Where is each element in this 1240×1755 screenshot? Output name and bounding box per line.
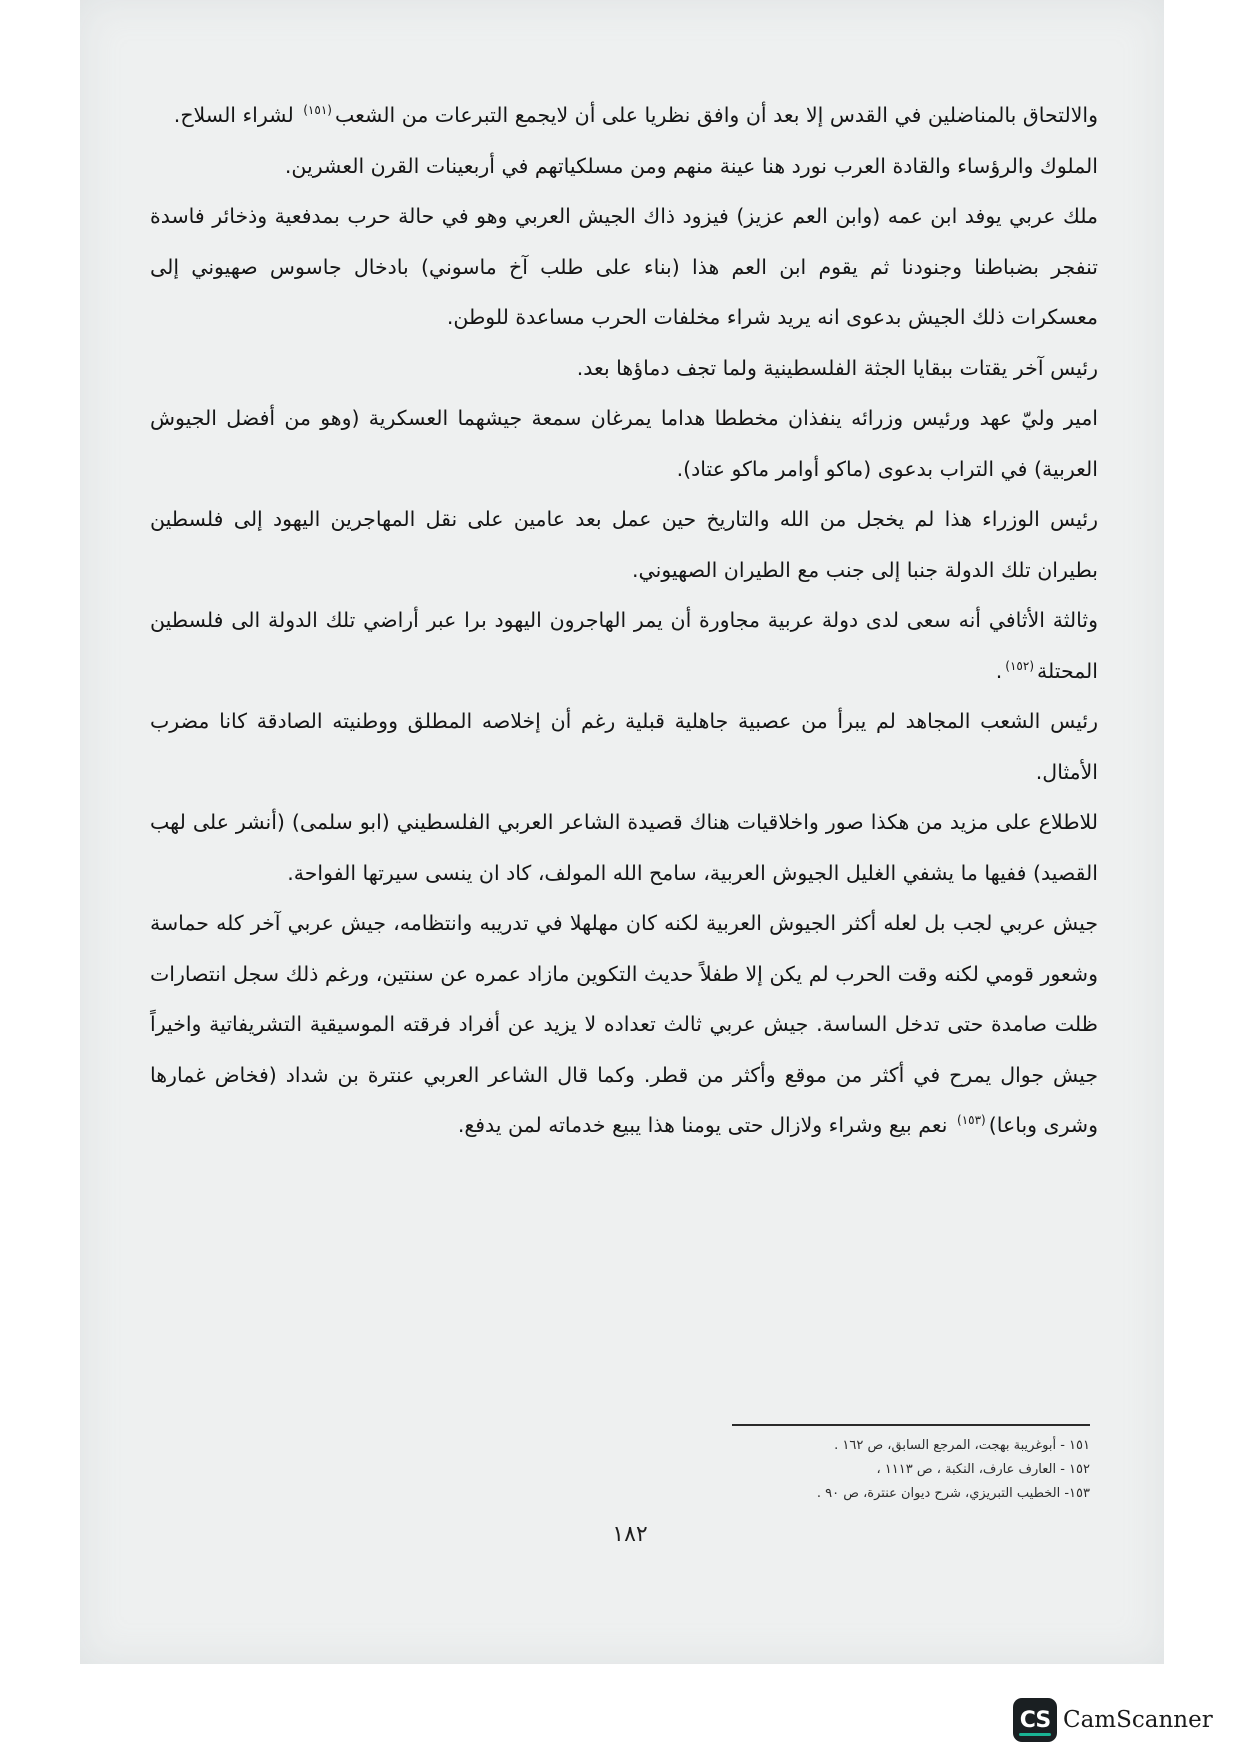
paragraph-text: الملوك والرؤساء والقادة العرب نورد هنا عينة منهم ومن مسلكياتهم في أربعينات القرن العشرين. xyxy=(284,153,1098,178)
paragraph xyxy=(150,595,1098,696)
paragraph-text: لشراء السلاح. xyxy=(173,103,301,127)
paragraph-text: ملك عربي يوفد ابن عمه (وابن العم عزيز) فيزود ذاك الجيش العربي وهو في حالة حرب بمدفعية وذخائر فاسدة تنفجر بضباطنا وجنودنا ثم يقوم ابن العم هذا (بناء على طلب آخ ماسوني) بادخال جاسوس صهيوني إلى معسكرات ذلك الجيش بدعوى انه يريد شراء مخلفات الحرب مساعدة للوطن. xyxy=(150,204,1098,329)
paragraph-text: رئيس آخر يقتات ببقايا الجثة الفلسطينية ولما تجف دماؤها بعد. xyxy=(576,355,1098,380)
footnote-reference: (١٥١) xyxy=(303,103,332,118)
footnote-153: ١٥٣- الخطيب التبريزي، شرح ديوان عنترة، ص ٩٠ . xyxy=(816,1486,1090,1501)
paragraph xyxy=(150,141,1098,192)
paragraph-text: جيش عربي لجب بل لعله أكثر الجيوش العربية لكنه كان مهلهلا في تدريبه وانتظامه، جيش عربي آخر كله حماسة وشعور قومي لكنه وقت الحرب لم يكن إلا طفلاً حديث التكوين مازاد عمره عن سنتين، ورغم ذلك سجل انتصارات ظلت صامدة حتى تدخل الساسة. جيش عربي ثالث تعداده لا يزيد عن أفراد فرقته الموسيقية التشريفاتية واخيراً جيش جوال يمرح في أكثر من موقع وأكثر من قطر. وكما قال الشاعر العربي عنترة بن شداد (فخاض غمارها وشرى وباعا) xyxy=(150,911,1098,1137)
paragraph xyxy=(150,696,1098,797)
footnotes xyxy=(640,1434,1090,1506)
camscanner-logo-accent xyxy=(1019,1733,1051,1736)
paragraph-text: رئيس الشعب المجاهد لم يبرأ من عصبية جاهلية قبلية رغم أن إخلاصه المطلق ووطنيته الصادقة كانا مضرب الأمثال. xyxy=(150,709,1098,784)
paragraph xyxy=(150,343,1098,394)
page-number: ١٨٢ xyxy=(612,1522,648,1547)
footnote-152: ١٥٢ - العارف عارف، النكبة ، ص ١١١٣ ، xyxy=(876,1462,1090,1477)
paragraph xyxy=(150,494,1098,595)
paragraph xyxy=(150,898,1098,1151)
paragraph-text: نعم بيع وشراء ولازال حتى يومنا هذا يبيع خدماته لمن يدفع. xyxy=(457,1113,954,1137)
paragraph xyxy=(150,90,1098,141)
paragraph xyxy=(150,191,1098,343)
camscanner-watermark xyxy=(1013,1698,1213,1742)
paragraph xyxy=(150,393,1098,494)
paragraph-text: امير وليّ عهد ورئيس وزرائه ينفذان مخططا هداما يمرغان سمعة جيشهما العسكرية (وهو من أفضل الجيوش العربية) في التراب بدعوى (ماكو أوامر ماكو عتاد). xyxy=(150,406,1098,481)
footnote-reference: (١٥٣) xyxy=(957,1113,986,1128)
paragraph xyxy=(150,797,1098,898)
paragraph-text: والالتحاق بالمناضلين في القدس إلا بعد أن وافق نظريا على أن لايجمع التبرعات من الشعب xyxy=(334,103,1098,127)
paragraph-text: رئيس الوزراء هذا لم يخجل من الله والتاريخ حين عمل بعد عامين على نقل المهاجرين اليهود إلى فلسطين بطيران تلك الدولة جنبا إلى جنب مع الطيران الصهيوني. xyxy=(150,507,1098,582)
paragraph-text: وثالثة الأثافي أنه سعى لدى دولة عربية مجاورة أن يمر الهاجرون اليهود برا عبر أراضي تلك الدولة الى فلسطين المحتلة xyxy=(150,608,1098,683)
camscanner-name: CamScanner xyxy=(1063,1707,1213,1733)
camscanner-logo-icon xyxy=(1013,1698,1057,1742)
footnote-divider xyxy=(732,1424,1090,1426)
paragraph-text: للاطلاع على مزيد من هكذا صور واخلاقيات هناك قصيدة الشاعر العربي الفلسطيني (ابو سلمى) (أنشر على لهب القصيد) ففيها ما يشفي الغليل الجيوش العربية، سامح الله المولف، كاد ان ينسى سيرتها الفواحة. xyxy=(150,810,1098,885)
footnote-reference: (١٥٢) xyxy=(1005,658,1034,673)
body-text xyxy=(150,90,1098,1151)
paragraph-text: . xyxy=(995,658,1003,683)
camscanner-logo-text: CS xyxy=(1019,1707,1051,1733)
footnote-151: ١٥١ - أبوغريبة بهجت، المرجع السابق، ص ١٦٢ . xyxy=(834,1438,1090,1453)
